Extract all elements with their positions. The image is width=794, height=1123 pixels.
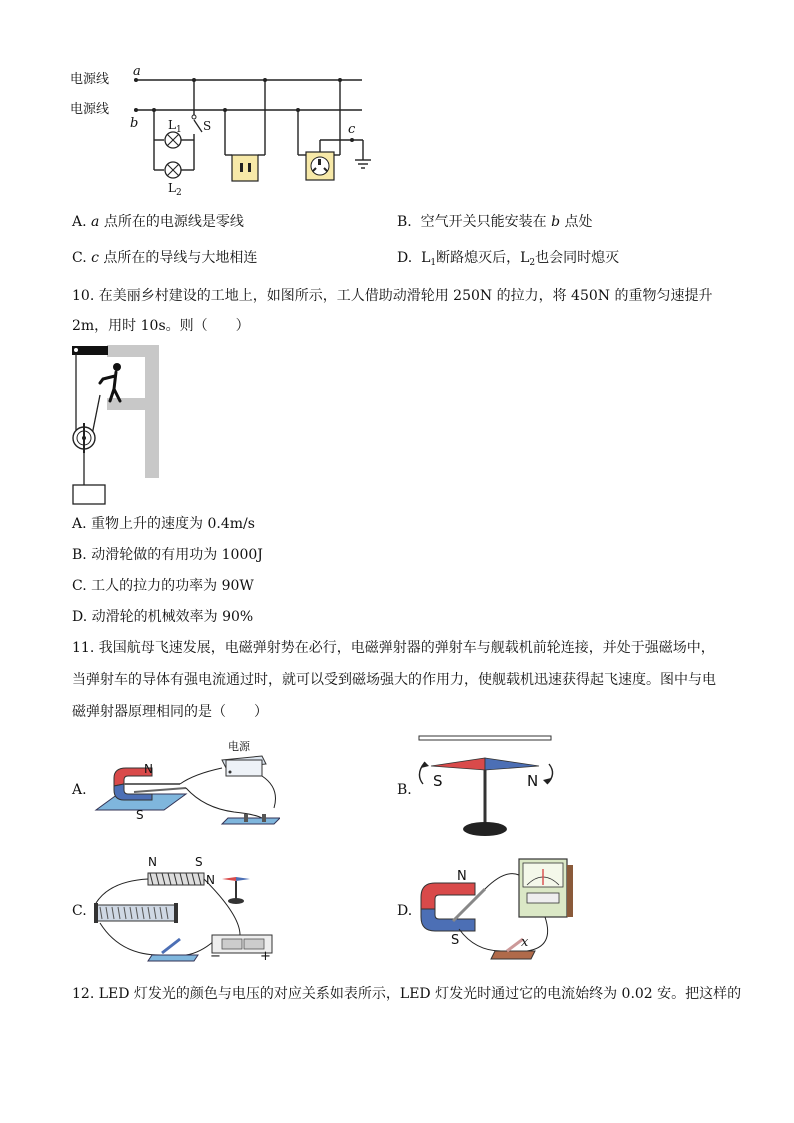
point-c-label: c — [348, 122, 356, 137]
household-circuit-figure — [60, 60, 380, 200]
figure-a[interactable] — [70, 738, 280, 838]
q9-option-c[interactable]: C. c 点所在的导线与大地相连 — [72, 250, 258, 266]
figure-a-label: A. — [72, 782, 87, 798]
figure-a-n-label: N — [144, 762, 153, 776]
figure-c-label: C. — [72, 903, 87, 919]
figure-d-drawing — [415, 855, 585, 967]
power-line-label-bottom: 电源线 — [70, 102, 110, 117]
figure-c-n-label: N — [148, 855, 157, 869]
q10-option-a[interactable]: A. 重物上升的速度为 0.4m/s — [72, 516, 255, 532]
figure-a-power-label: 电源 — [228, 740, 250, 753]
point-b-label: b — [130, 116, 139, 131]
lamp-l1-label: $L_1$ — [168, 118, 182, 135]
figure-c-minus-label: − — [210, 949, 221, 964]
figure-d-label: D. — [397, 903, 413, 919]
q9-option-d[interactable]: D. $L_1$断路熄灭后，$L_2$也会同时熄灭 — [397, 250, 620, 268]
figure-a-drawing — [94, 738, 280, 838]
q9-option-b[interactable]: B. 空气开关只能安装在 b 点处 — [397, 214, 593, 230]
compass-stand — [463, 822, 507, 836]
weight-block — [73, 485, 105, 504]
switch-d — [491, 951, 535, 959]
q11-stem-line1: 11. 我国航母飞速发展，电磁弹射势在必行，电磁弹射器的弹射车与舰载机前轮连接，并处于强磁场中， — [72, 640, 715, 656]
power-supply — [226, 760, 262, 776]
compass-needle-s — [431, 758, 485, 770]
switch-c — [148, 955, 198, 961]
switch-label: S — [203, 119, 212, 133]
q11-stem-line2: 当弹射车的导体有强电流通过时，就可以受到磁场强大的作用力，使舰载机迅速获得起飞速度。图中与电 — [72, 672, 716, 688]
point-a-label: a — [133, 64, 141, 79]
q11-stem-line3: 磁弹射器原理相同的是（ ） — [72, 704, 268, 720]
figure-b-s-label: S — [433, 772, 443, 790]
q9-option-a[interactable]: A. a 点所在的电源线是零线 — [72, 214, 244, 230]
lamp-l2-label: $L_2$ — [168, 181, 182, 198]
q10-stem-line2: 2m，用时 10s。则（ ） — [72, 318, 250, 334]
figure-d-s-label: S — [451, 933, 460, 948]
q10-option-c[interactable]: C. 工人的拉力的功率为 90W — [72, 578, 254, 594]
figure-d-n-label: N — [457, 869, 467, 884]
power-line-label-top: 电源线 — [70, 72, 110, 87]
figure-c-compass-n-label: N — [206, 873, 215, 887]
figure-a-s-label: S — [136, 808, 144, 822]
figure-c[interactable] — [70, 855, 280, 967]
switch-a — [222, 818, 280, 824]
figure-b[interactable] — [395, 732, 565, 842]
figure-d-x-label: x — [521, 935, 529, 950]
q10-option-d[interactable]: D. 动滑轮的机械效率为 90% — [72, 609, 254, 625]
pulley-drawing — [70, 343, 162, 508]
figure-b-n-label: N — [527, 772, 539, 790]
conductor-bar — [419, 736, 551, 740]
figure-c-drawing — [90, 855, 280, 967]
figure-c-plus-label: + — [260, 949, 271, 964]
figure-d[interactable] — [395, 855, 585, 967]
q10-option-b[interactable]: B. 动滑轮做的有用功为 1000J — [72, 547, 263, 563]
q12-stem-line1: 12. LED 灯发光的颜色与电压的对应关系如表所示，LED 灯发光时通过它的电流始终为 0.02 安。把这样的 — [72, 986, 742, 1002]
figure-c-s-label: S — [195, 855, 203, 869]
worker-figure — [113, 363, 121, 371]
pulley-figure — [70, 343, 162, 508]
two-pin-socket — [232, 155, 258, 181]
q10-stem-line1: 10. 在美丽乡村建设的工地上，如图所示，工人借助动滑轮用 250N 的拉力，将 450N 的重物匀速提升 — [72, 288, 713, 304]
figure-b-label: B. — [397, 782, 412, 798]
switch-s — [194, 120, 202, 132]
compass-needle-n — [485, 758, 539, 770]
